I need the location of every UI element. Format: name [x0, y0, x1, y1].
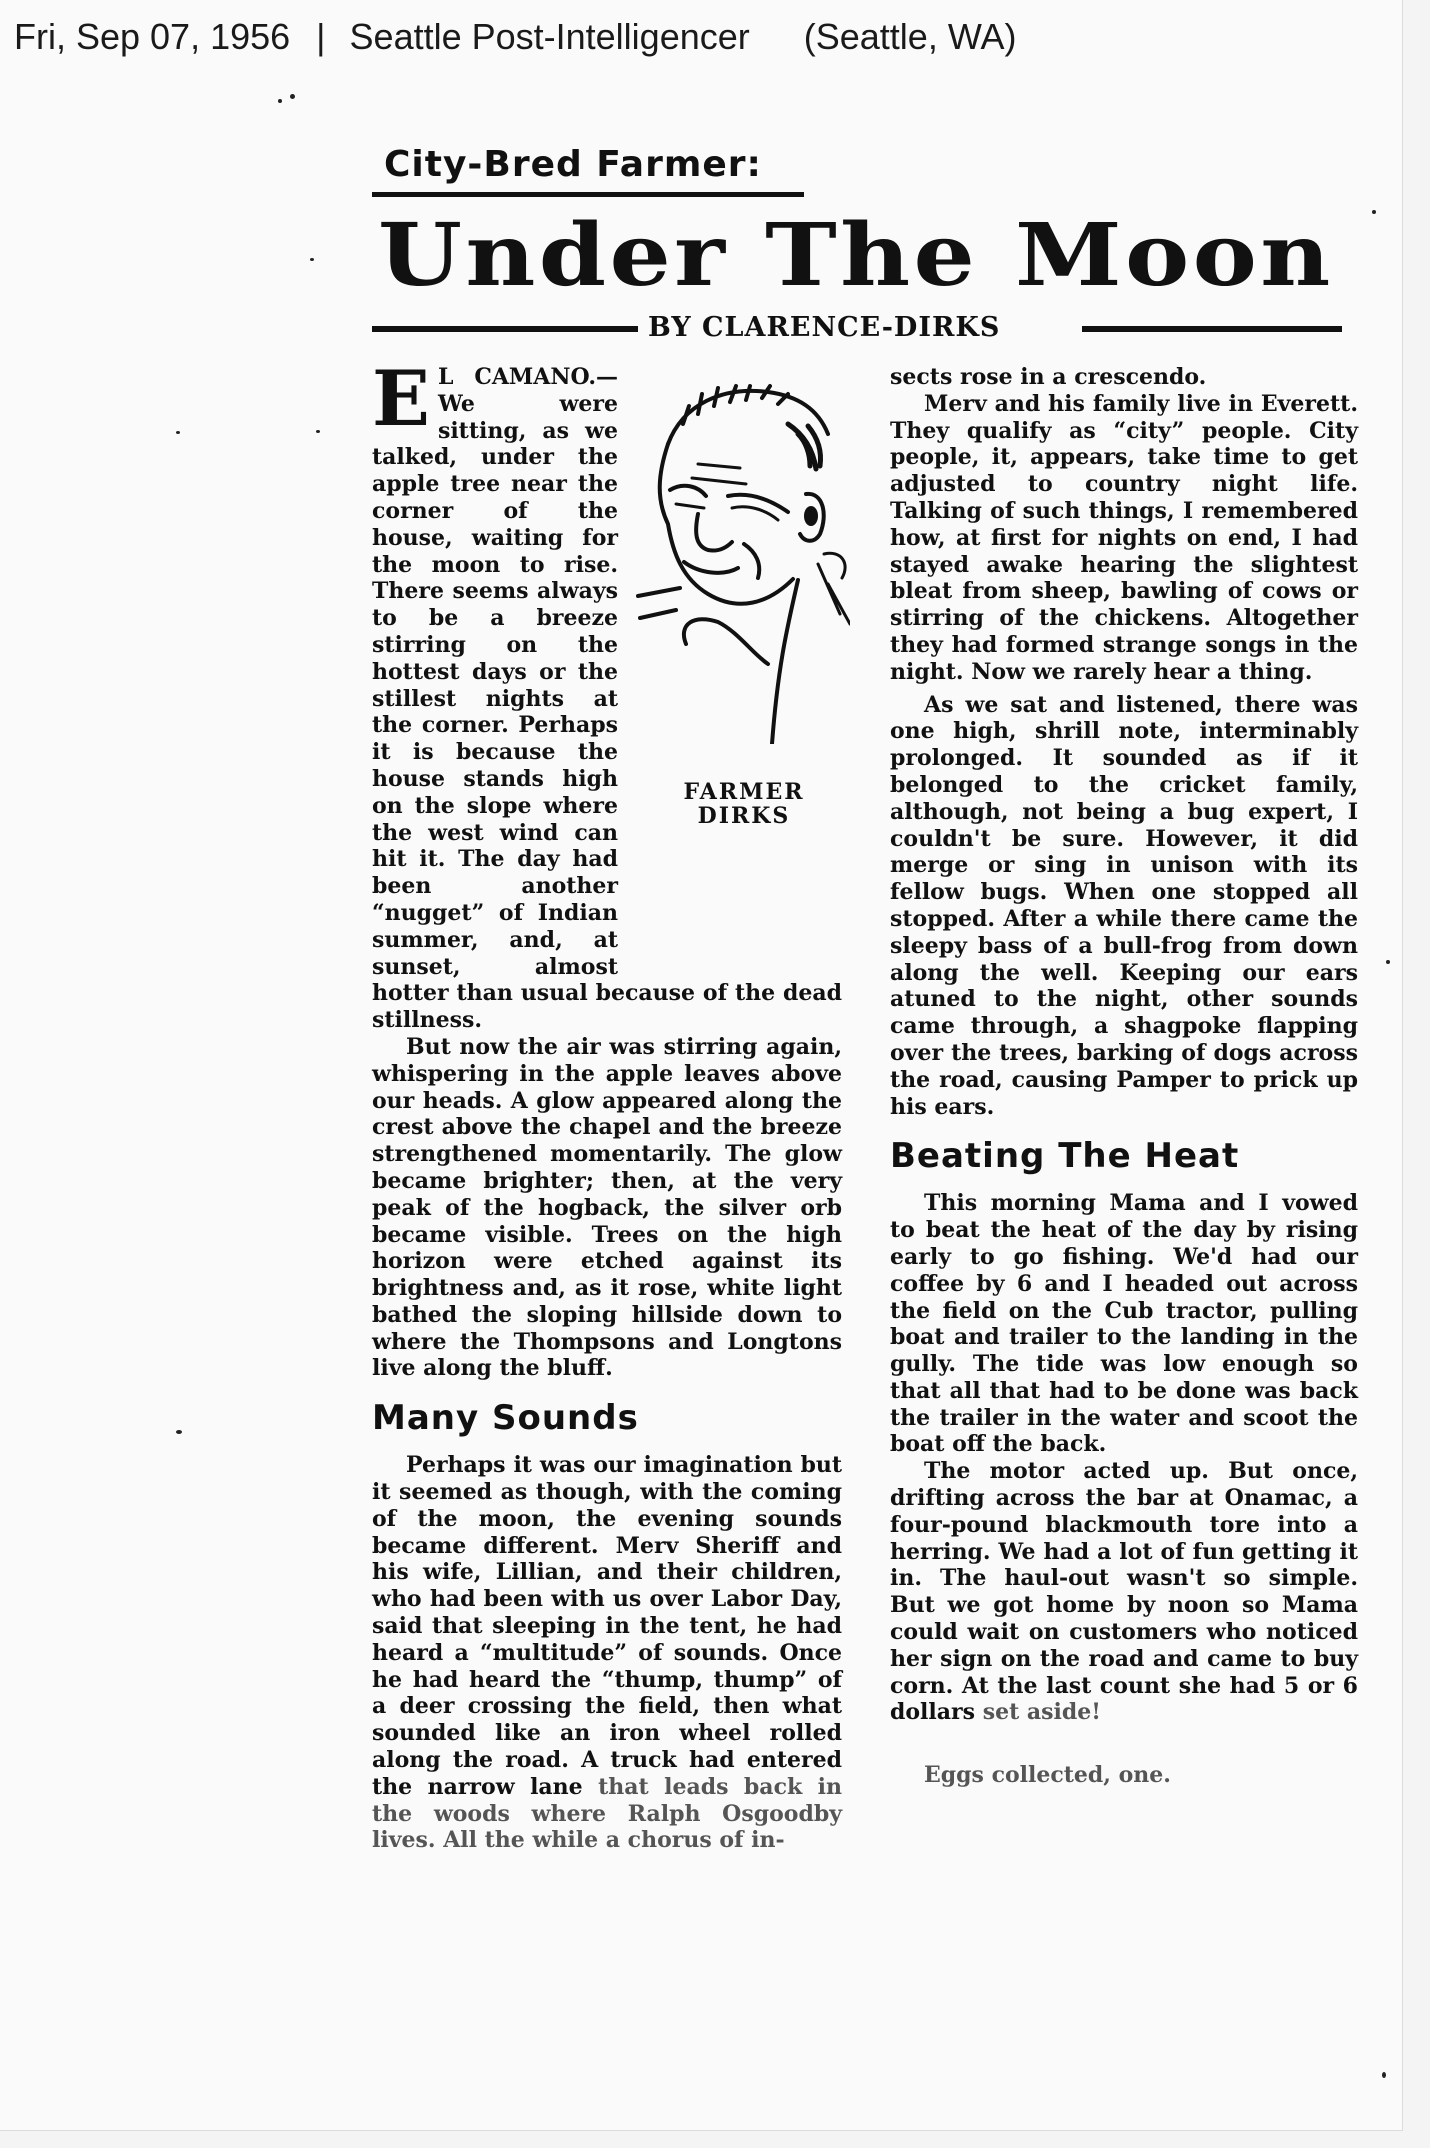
paragraph-text: L CAMANO.—We were sitting, as we talked, under the apple tree near the corner of the house, waiting for the moon to rise. There seems always to be a breeze stirring on the hottest days or the stillest nights at the corner. Perhaps it is because the house stands high on the slope where the west wind can hit it. The day had been another “nugget” of Indian summer, and, at sunset, almost hotter than usual because of the dead stillness. — [372, 364, 842, 1034]
subhead-beating-the-heat: Beating The Heat — [890, 1136, 1240, 1177]
scan-speck — [290, 94, 295, 99]
scan-speck — [310, 258, 314, 261]
article-byline: BY CLARENCE-DIRKS — [648, 312, 1001, 343]
scan-speck — [176, 1430, 182, 1434]
illustration-caption — [644, 780, 844, 828]
article-paragraph: Merv and his family live in Everett. They qualify as “city” people. City people, it, appears, take time to get adjusted to country night life. Talking of such things, I remembered how, at first for nights on end, I had stayed awake hearing the slightest bleat from sheep, bawling of cows or stirring of the chickens. Altogether they had formed strange songs in the night. Now we rarely hear a thing. — [890, 390, 1358, 685]
article-signoff: Eggs collected, one. — [924, 1762, 1171, 1789]
scan-speck — [1386, 960, 1390, 964]
paragraph-text: Perhaps it was our imagination but it seemed as though, with the coming of the moon, the evening sounds became different. Merv Sheriff and his wife, Lillian, and their children, who had been with us over Labor Day, said that sleeping in the tent, he had heard a “multitude” of sounds. Once he had heard the “thump, thump” of a deer crossing the field, then what sounded like an iron wheel rolled along the road. A truck had entered the narrow lane — [372, 1452, 842, 1800]
article-paragraph: But now the air was stirring again, whispering in the apple leaves above our heads. A glow appeared along the crest above the chapel and the breeze strengthened momentarily. The glow became brighter; then, at the very peak of the hogback, the silver orb became visible. Trees on the high horizon were etched against its brightness and, as it rose, white light bathed the sloping hillside down to where the Thompsons and Longtons live along the bluff. — [372, 1033, 842, 1382]
scan-speck — [278, 99, 282, 103]
byline-row — [372, 312, 1342, 352]
byline-rule-left — [372, 326, 638, 332]
clipping-date: Fri, Sep 07, 1956 — [14, 16, 291, 57]
scan-speck — [1382, 2072, 1386, 2078]
article-paragraph: This morning Mama and I vowed to beat the heat of the day by rising early to go fishing. We'd had our coffee by 6 and I headed out across the field on the Cub tractor, pulling boat and trailer to the landing in the gully. The tide was low enough so that all that had to be done was back the trailer in the water and scoot the boat off the back. — [890, 1190, 1358, 1458]
clipping-header — [14, 16, 1404, 58]
scan-speck — [1372, 210, 1376, 214]
article-column-right — [890, 364, 1358, 1789]
article-paragraph-continued: sects rose in a crescendo. — [890, 364, 1207, 390]
article-headline: Under The Moon — [378, 205, 1334, 306]
article-column-left — [372, 354, 842, 1854]
paragraph-text: The motor acted up. But once, drifting across the bar at Onamac, a four-pound blackmouth tore into a herring. We had a lot of fun getting it in. The haul-out wasn't so simple. But we got home by noon so Mama could wait on customers who noticed her sign on the road and came to buy corn. At the last count she had 5 or 6 dollars — [890, 1458, 1358, 1726]
header-separator: | — [316, 16, 326, 57]
caption-line-2: DIRKS — [697, 803, 791, 829]
caption-line-1: FARMER — [683, 779, 805, 805]
scan-speck — [316, 430, 320, 433]
newspaper-name: Seattle Post-Intelligencer — [349, 16, 750, 57]
paragraph-text-faded: set aside! — [982, 1699, 1101, 1726]
newspaper-location: (Seattle, WA) — [803, 16, 1017, 57]
paragraph-text-faded: that leads back in the woods where Ralph Osgoodby lives. All the while a chorus of in- — [372, 1773, 842, 1854]
kicker-rule — [372, 192, 804, 197]
scan-speck — [176, 431, 180, 434]
article-paragraph — [372, 1452, 842, 1854]
drop-cap: E — [372, 354, 430, 443]
portrait-sketch-icon — [628, 364, 850, 744]
illustration-block — [628, 364, 850, 962]
byline-rule-right — [1082, 326, 1342, 332]
article-paragraph: As we sat and listened, there was one high, shrill note, interminably prolonged. It sounded as if it belonged to the cricket family, although, not being a bug expert, I couldn't be sure. However, it did merge or sing in unison with its fellow bugs. When one stopped all stopped. After a while there came the sleepy bass of a bull-frog from down along the well. Keeping our ears atuned to the night, other sounds came through, a shagpoke flapping over the trees, barking of dogs across the road, causing Pamper to prick up his ears. — [890, 691, 1358, 1120]
subhead-many-sounds: Many Sounds — [372, 1398, 639, 1439]
article-paragraph — [890, 1458, 1358, 1726]
article-kicker: City-Bred Farmer: — [384, 144, 762, 185]
